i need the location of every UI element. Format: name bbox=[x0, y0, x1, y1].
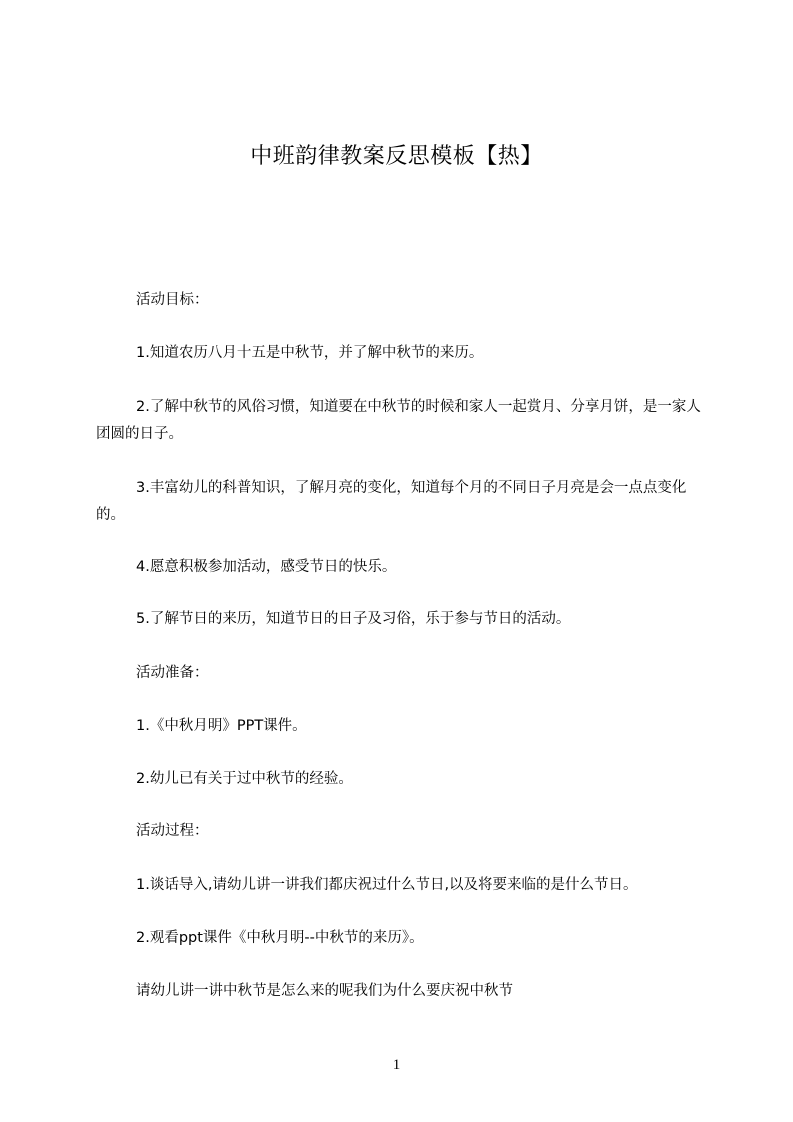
paragraph: 请幼儿讲一讲中秋节是怎么来的呢我们为什么要庆祝中秋节 bbox=[136, 983, 513, 999]
paragraph: 3.丰富幼儿的科普知识，了解月亮的变化，知道每个月的不同日子月亮是会一点点变化的。 bbox=[96, 480, 687, 523]
paragraph: 2.观看ppt课件《中秋月明--中秋节的来历》。 bbox=[136, 930, 424, 946]
section-heading-process: 活动过程： bbox=[136, 823, 209, 839]
paragraph: 2.了解中秋节的风俗习惯，知道要在中秋节的时候和家人一起赏月、分享月饼，是一家人团圆的日子。 bbox=[96, 399, 701, 442]
document-title: 中班韵律教案反思模板【热】 bbox=[250, 144, 543, 169]
paragraph: 1.知道农历八月十五是中秋节，并了解中秋节的来历。 bbox=[136, 345, 484, 361]
page-number: 1 bbox=[392, 1057, 401, 1073]
section-heading-preparation: 活动准备： bbox=[136, 665, 209, 681]
section-heading-goals: 活动目标： bbox=[136, 292, 209, 308]
paragraph: 5.了解节日的来历，知道节日的日子及习俗，乐于参与节日的活动。 bbox=[136, 611, 571, 627]
paragraph: 2.幼儿已有关于过中秋节的经验。 bbox=[136, 771, 353, 787]
paragraph: 1.《中秋月明》PPT课件。 bbox=[136, 718, 307, 734]
paragraph: 1.谈话导入,请幼儿讲一讲我们都庆祝过什么节日,以及将要来临的是什么节日。 bbox=[136, 877, 638, 893]
paragraph: 4.愿意积极参加活动，感受节日的快乐。 bbox=[136, 559, 397, 575]
